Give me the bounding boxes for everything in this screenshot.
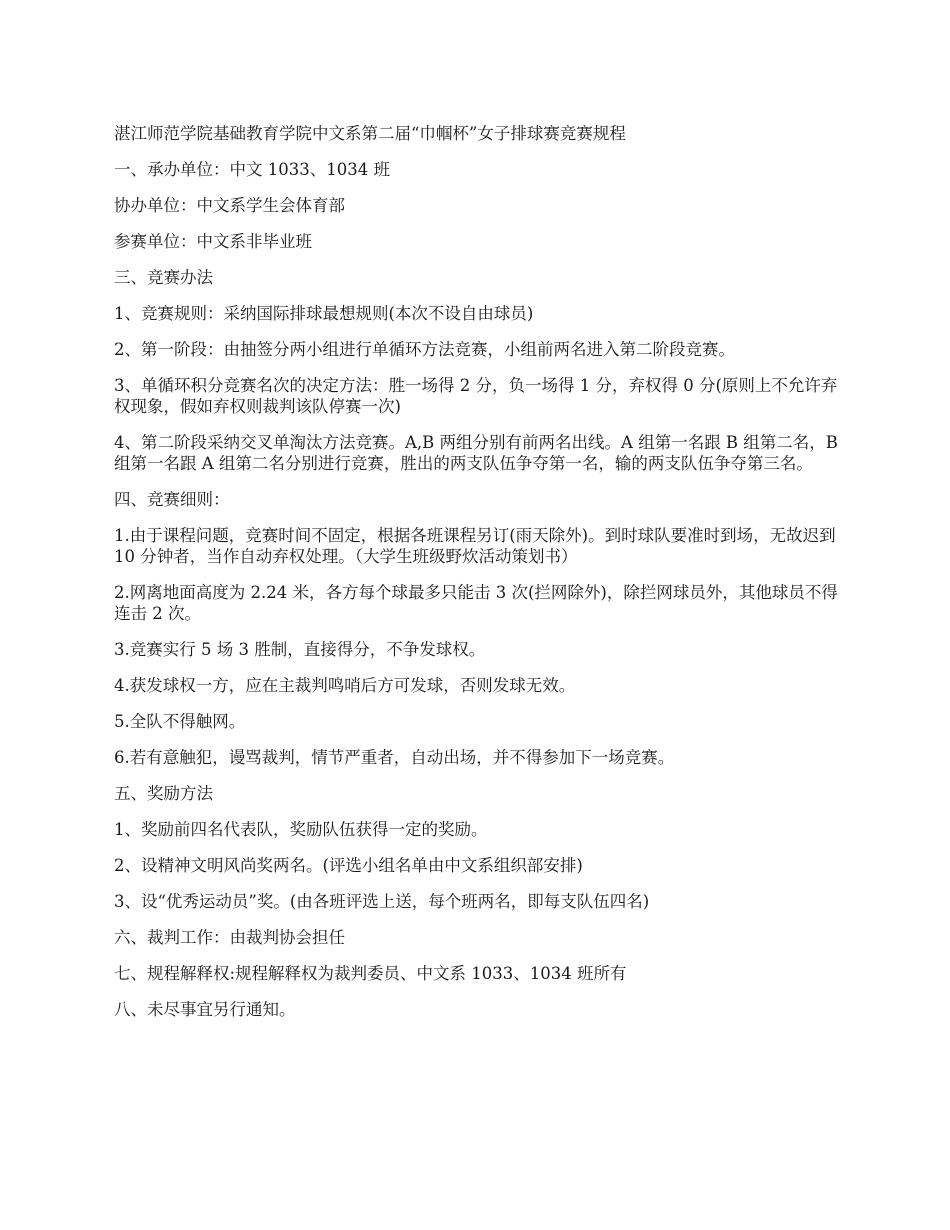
paragraph-participants: 参赛单位：中文系非毕业班	[114, 232, 312, 251]
paragraph-rule-4: 4.获发球权一方，应在主裁判鸣哨后方可发球，否则发球无效。	[114, 676, 576, 695]
section-heading-other-matters: 八、未尽事宜另行通知。	[114, 1000, 296, 1019]
paragraph-rule-2: 2.网离地面高度为 2.24 米，各方每个球最多只能击 3 次(拦网除外)，除拦网球员外，其他球员不得连击 2 次。	[114, 583, 838, 623]
paragraph-rule-5: 5.全队不得触网。	[114, 712, 246, 731]
paragraph-award-3: 3、设“优秀运动员”奖。(由各班评选上送，每个班两名，即每支队伍四名)	[114, 892, 650, 911]
paragraph-co-host-unit: 协办单位：中文系学生会体育部	[114, 196, 345, 215]
section-heading-referees: 六、裁判工作：由裁判协会担任	[114, 928, 345, 947]
paragraph-award-1: 1、奖励前四名代表队，奖励队伍获得一定的奖励。	[114, 820, 488, 839]
paragraph-rule-1: 1.由于课程问题，竞赛时间不固定，根据各班课程另订(雨天除外)。到时球队要准时到场，无故迟到 10 分钟者，当作自动弃权处理。（大学生班级野炊活动策划书）	[114, 526, 836, 566]
section-heading-interpretation: 七、规程解释权:规程解释权为裁判委员、中文系 1033、1034 班所有	[114, 964, 627, 983]
section-heading-competition-method: 三、竞赛办法	[114, 268, 213, 287]
paragraph-stage-two: 4、第二阶段采纳交叉单淘汰方法竞赛。A,B 两组分别有前两名出线。A 组第一名跟 B 组第二名，B 组第一名跟 A 组第二名分别进行竞赛，胜出的两支队伍争夺第一名，输的两支队伍争夺第三名。	[114, 433, 838, 473]
paragraph-stage-one: 2、第一阶段：由抽签分两小组进行单循环方法竞赛，小组前两名进入第二阶段竞赛。	[114, 340, 735, 359]
paragraph-rule-3: 3.竞赛实行 5 场 3 胜制，直接得分，不争发球权。	[114, 640, 486, 659]
section-heading-detailed-rules: 四、竞赛细则：	[114, 490, 230, 509]
paragraph-rule-6: 6.若有意触犯，谩骂裁判，情节严重者，自动出场，并不得参加下一场竞赛。	[114, 748, 675, 767]
paragraph-rules: 1、竞赛规则：采纳国际排球最想规则(本次不设自由球员)	[114, 304, 534, 323]
paragraph-scoring: 3、单循环积分竞赛名次的决定方法：胜一场得 2 分，负一场得 1 分，弃权得 0 分(原则上不允许弃权现象，假如弃权则裁判该队停赛一次)	[114, 376, 838, 416]
document-title: 湛江师范学院基础教育学院中文系第二届“巾帼杯”女子排球赛竞赛规程	[114, 124, 626, 143]
section-heading-awards: 五、奖励方法	[114, 784, 213, 803]
document-body	[114, 123, 838, 1035]
paragraph-award-2: 2、设精神文明风尚奖两名。(评选小组名单由中文系组织部安排)	[114, 856, 583, 875]
paragraph-host-unit: 一、承办单位：中文 1033、1034 班	[114, 160, 390, 179]
